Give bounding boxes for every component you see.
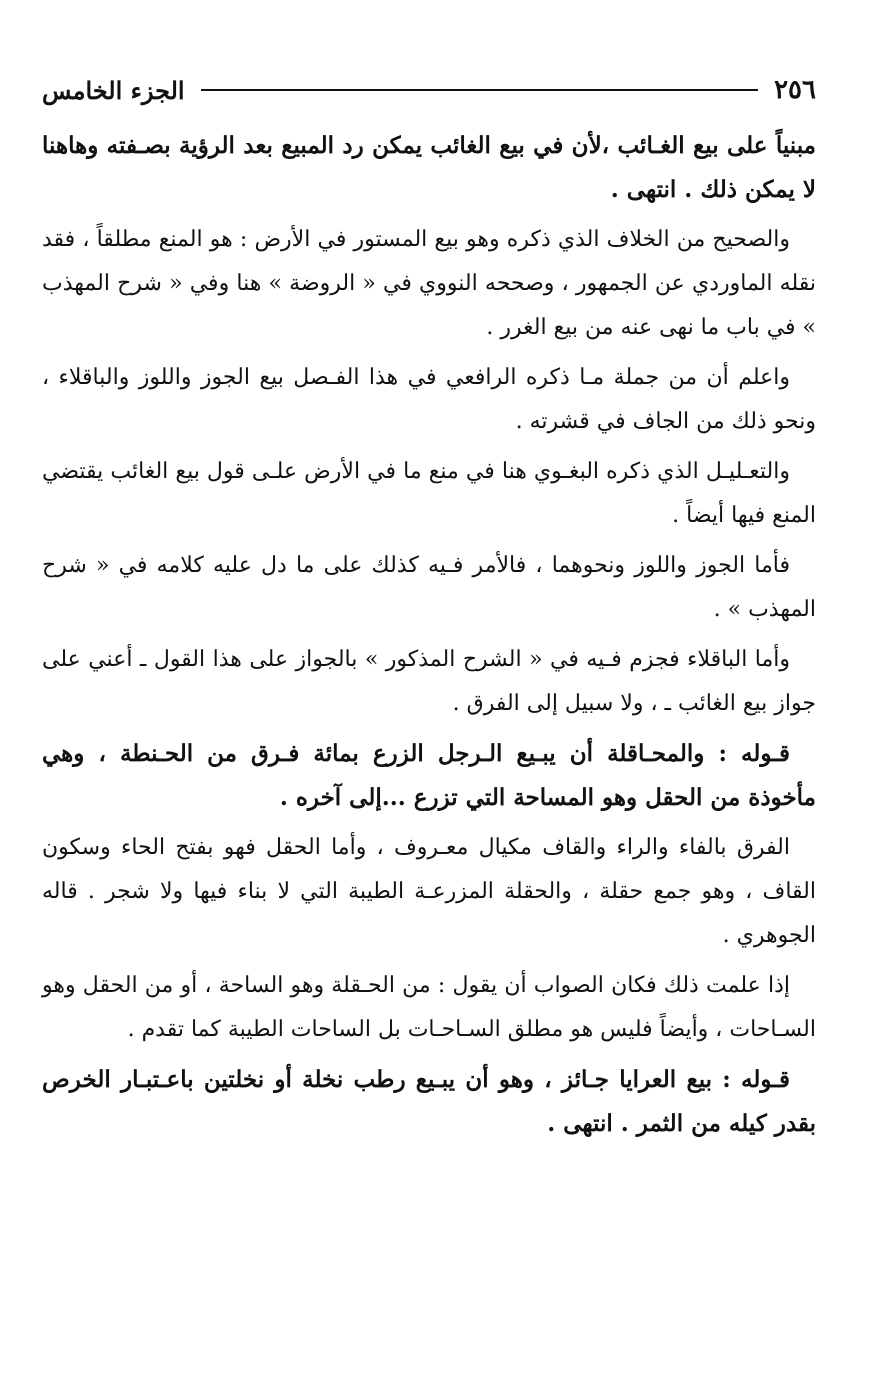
page-header [42,70,816,110]
paragraph: الفرق بالفاء والراء والقاف مكيال معـروف ، وأما الحقل فهو بفتح الحاء وسكون القاف ، وهو جمع حقلة ، والحقلة المزرعـة الطيبة التي لا بناء فيها ولا شجر . قاله الجوهري . [42,835,816,948]
paragraph: قـوله : والمحـاقلة أن يبـيع الـرجل الزرع بمائة فـرق من الحـنطة ، وهي مأخوذة من الحقل وهو المساحة التي تزرع ...إلى آخره . [42,740,816,811]
page-number: ٢٥٦ [774,75,816,105]
paragraph: وأما الباقلاء فجزم فـيه في « الشرح المذكور » بالجواز على هذا القول ـ أعني على جواز بيع الغائب ـ ، ولا سبيل إلى الفرق . [42,647,816,716]
book-page [42,70,816,1152]
paragraph: والصحيح من الخلاف الذي ذكره وهو بيع المستور في الأرض : هو المنع مطلقاً ، فقد نقله الماوردي عن الجمهور ، وصححه النووي في « الروضة » هنا وفي « شرح المهذب » في باب ما نهى عنه من بيع الغرر . [42,227,816,340]
body-text [42,124,816,1146]
section-title: الجزء الخامس [42,75,185,105]
paragraph: قـوله : بيع العرايا جـائز ، وهو أن يبـيع رطب نخلة أو نخلتين باعـتبـار الخرص بقدر كيله من الثمر . انتهى . [42,1066,816,1137]
paragraph: إذا علمت ذلك فكان الصواب أن يقول : من الحـقلة وهو الساحة ، أو من الحقل وهو السـاحات ، وأيضاً فليس هو مطلق السـاحـات بل الساحات الطيبة كما تقدم . [42,973,816,1042]
paragraph: مبنياً على بيع الغـائب ،لأن في بيع الغائب يمكن رد المبيع بعد الرؤية بصـفته وهاهنا لا يمكن ذلك . انتهى . [42,132,816,203]
paragraph: والتعـليـل الذي ذكره البغـوي هنا في منع ما في الأرض علـى قول بيع الغائب يقتضي المنع فيها أيضاً . [42,459,816,528]
paragraph: فأما الجوز واللوز ونحوهما ، فالأمر فـيه كذلك على ما دل عليه كلامه في « شرح المهذب » . [42,553,816,622]
paragraph: واعلم أن من جملة مـا ذكره الرافعي في هذا الفـصل بيع الجوز واللوز والباقلاء ، ونحو ذلك من الجاف في قشرته . [42,365,816,434]
header-rule [201,89,759,91]
